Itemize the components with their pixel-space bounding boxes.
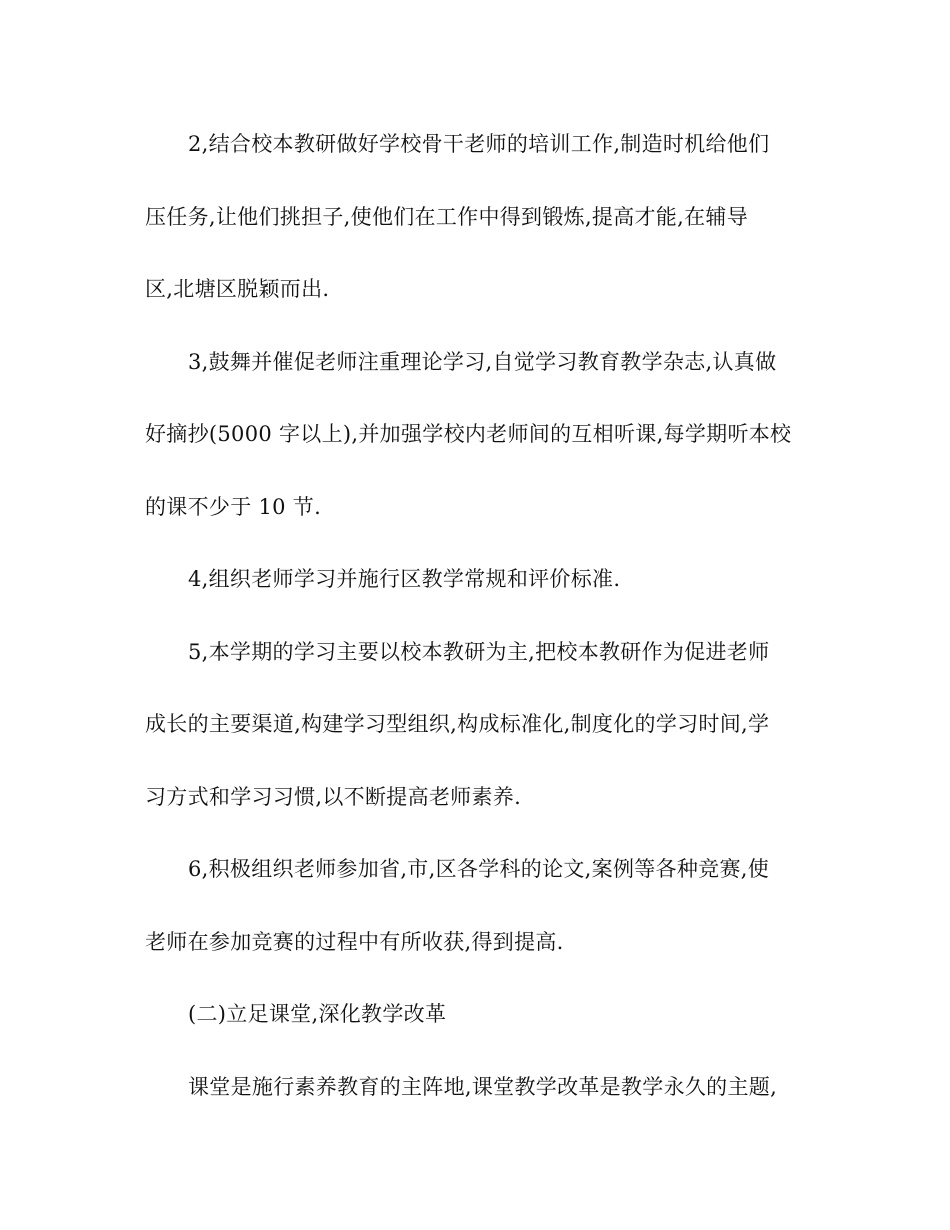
- paragraph-4-line-1: 4,组织老师学习并施行区教学常规和评价标准.: [188, 567, 621, 591]
- paragraph-3-line-1: 3,鼓舞并催促老师注重理论学习,自觉学习教育教学杂志,认真做: [188, 350, 777, 374]
- paragraph-3-line-2: 好摘抄(5000 字以上),并加强学校内老师间的互相听课,每学期听本校: [145, 422, 792, 446]
- paragraph-3-line-3: 的课不少于 10 节.: [145, 495, 322, 519]
- paragraph-5-line-1: 5,本学期的学习主要以校本教研为主,把校本教研作为促进老师: [188, 640, 770, 664]
- paragraph-5-line-3: 习方式和学习习惯,以不断提高老师素养.: [145, 785, 522, 809]
- paragraph-5-line-2: 成长的主要渠道,构建学习型组织,构成标准化,制度化的学习时间,学: [145, 712, 770, 736]
- paragraph-2-line-1: 2,结合校本教研做好学校骨干老师的培训工作,制造时机给他们: [188, 132, 770, 156]
- paragraph-2-line-3: 区,北塘区脱颖而出.: [145, 277, 330, 301]
- paragraph-7-line-1: 课堂是施行素养教育的主阵地,课堂教学改革是教学永久的主题,: [188, 1075, 778, 1099]
- section-heading: (二)立足课堂,深化教学改革: [188, 1002, 447, 1026]
- paragraph-6-line-1: 6,积极组织老师参加省,市,区各学科的论文,案例等各种竞赛,使: [188, 857, 770, 881]
- paragraph-6-line-2: 老师在参加竞赛的过程中有所收获,得到提高.: [145, 930, 564, 954]
- paragraph-2-line-2: 压任务,让他们挑担子,使他们在工作中得到锻炼,提高才能,在辅导: [145, 205, 748, 229]
